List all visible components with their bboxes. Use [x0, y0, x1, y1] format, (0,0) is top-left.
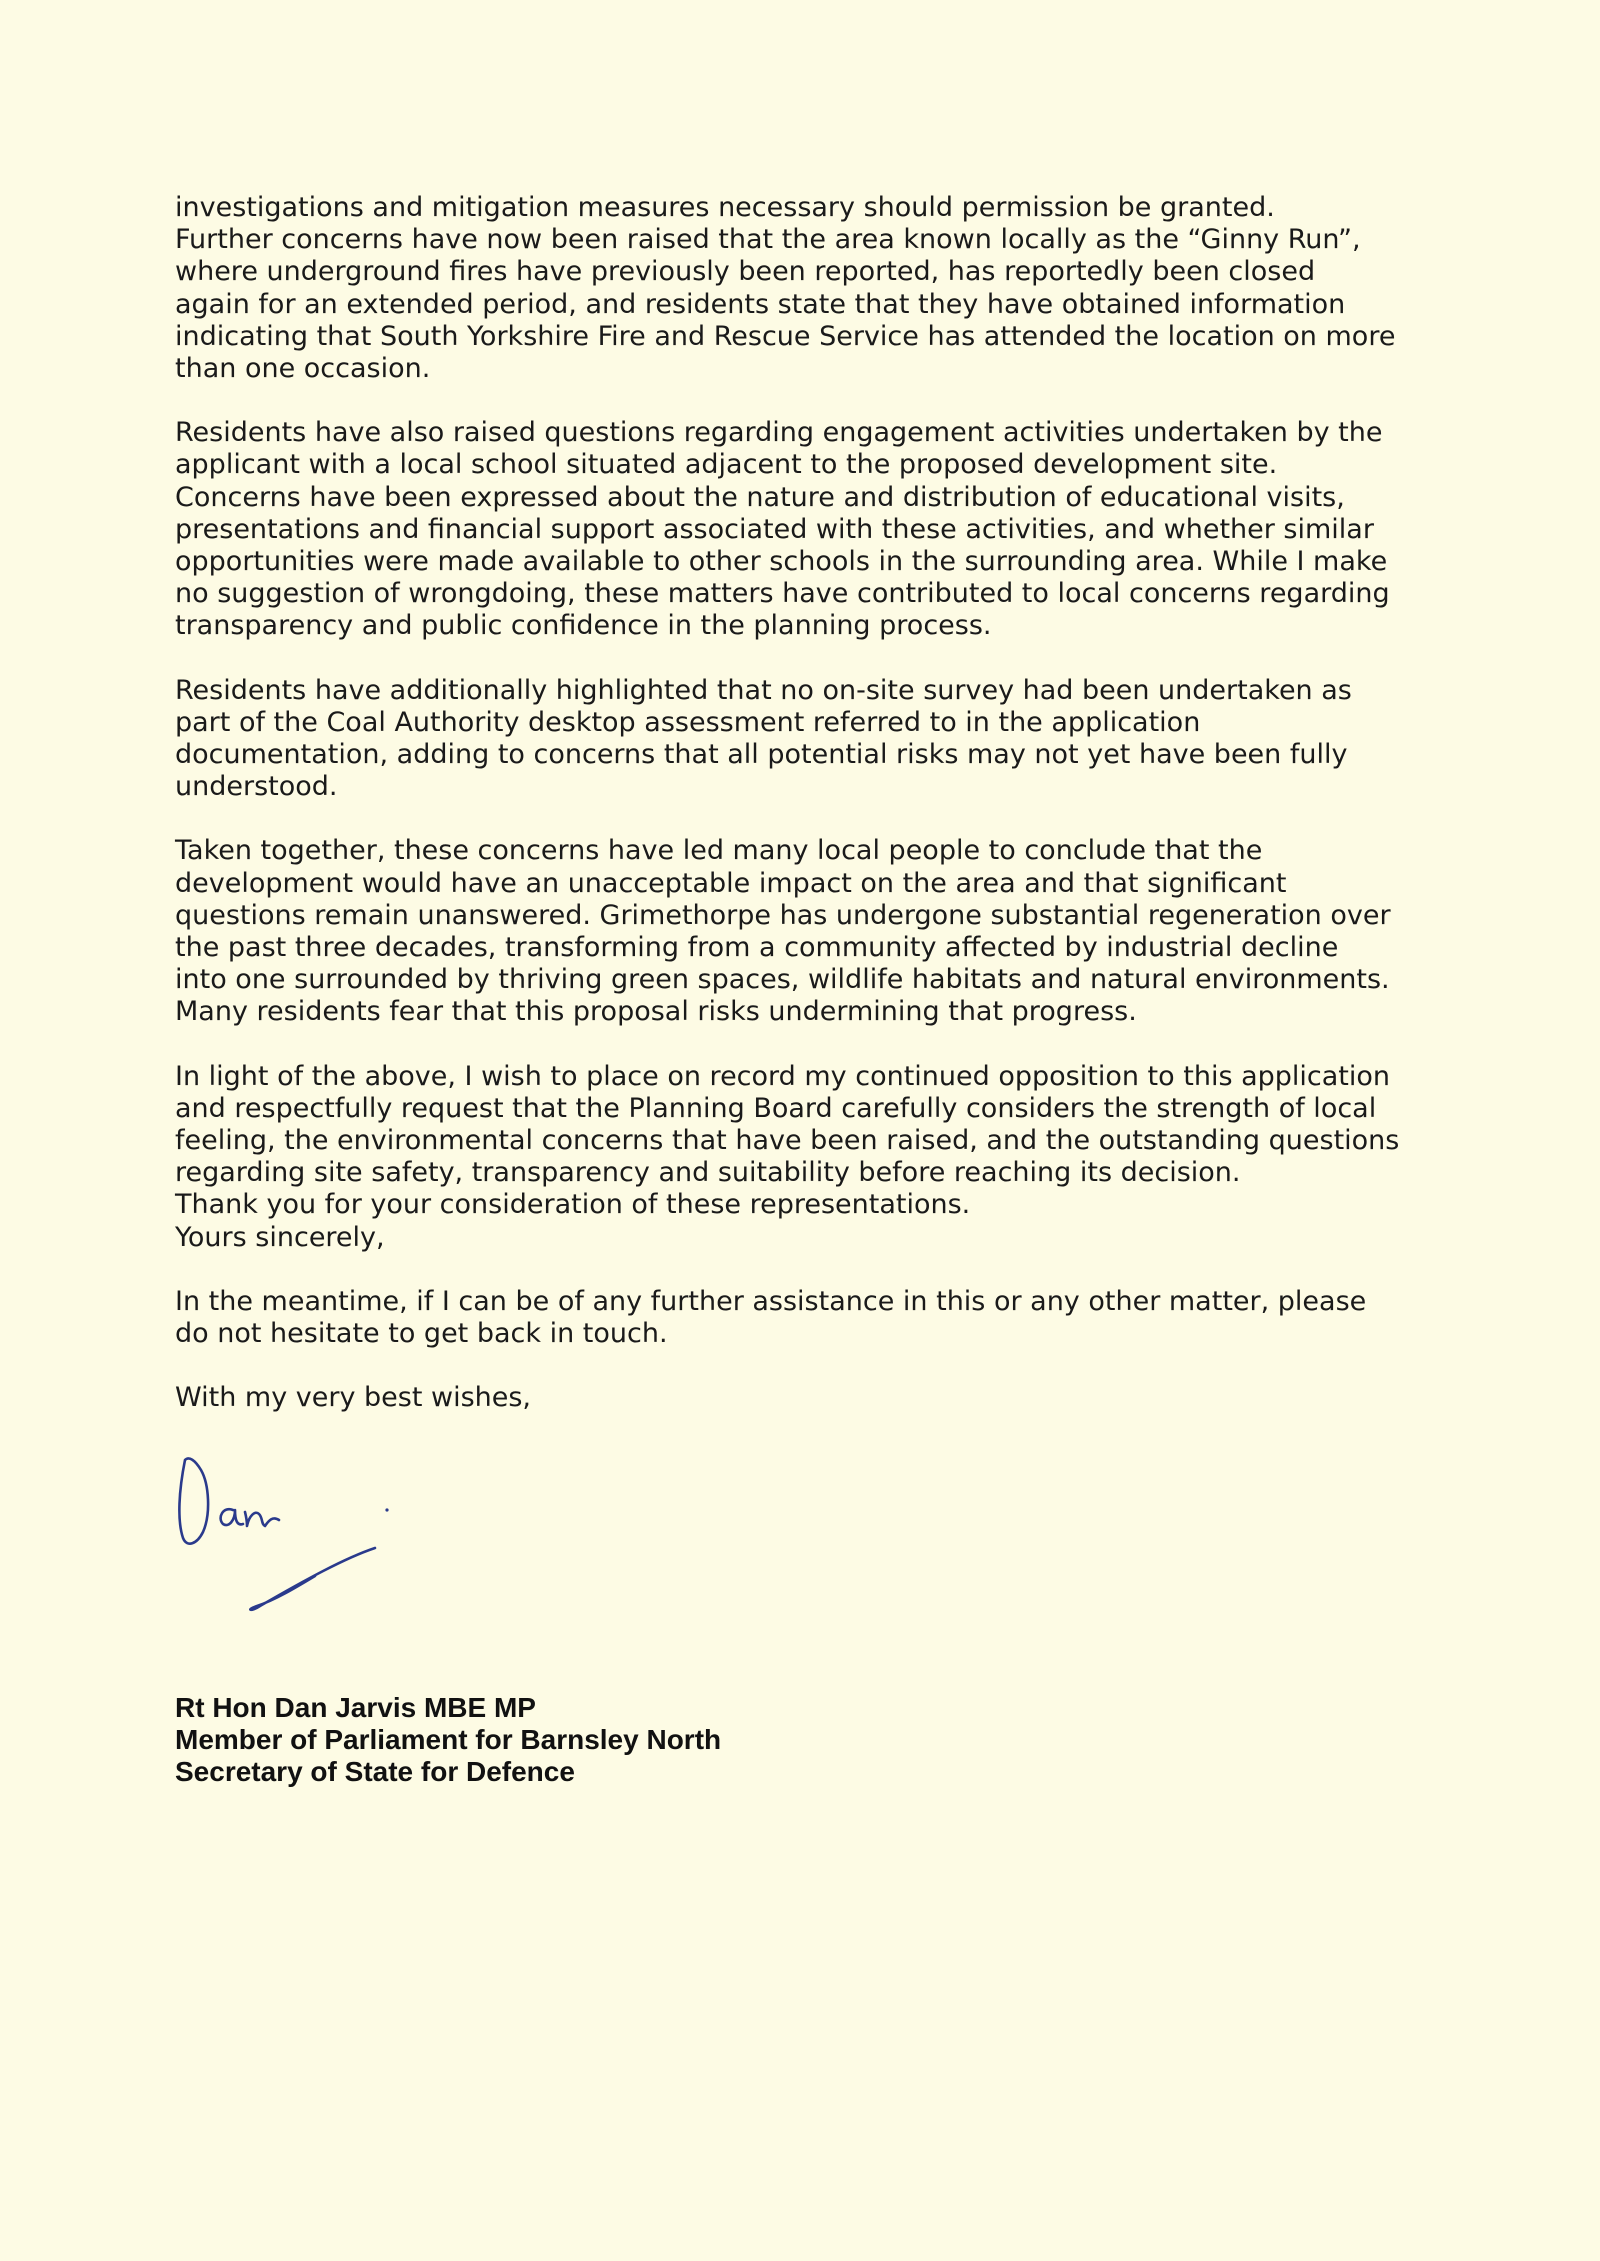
signature-letter-a [221, 1509, 243, 1525]
paragraph-gap [175, 385, 1455, 417]
paragraph-further-assistance: In the meantime, if I can be of any further assistance in this or any other matter, please do not hesitate to get back in touch. [175, 1285, 1367, 1350]
signature-letter-d [179, 1458, 208, 1543]
signatory-role: Member of Parliament for Barnsley North [175, 1724, 722, 1755]
paragraph-conclusion: Taken together, these concerns have led many local people to conclude that the development would have an unacceptable impact on the area and that significant questions remain unanswered. Grimethorpe has undergone substantial regeneration over the past three decades, transforming from a community affected by industrial decline into one surrounded by thriving green spaces, wildlife habitats and natural environments. Many residents fear that this proposal risks undermining that progress. [175, 835, 1391, 1028]
signature-letter-n [245, 1512, 279, 1526]
signatory-name: Rt Hon Dan Jarvis MBE MP [175, 1692, 536, 1723]
handwritten-signature [165, 1440, 405, 1640]
signature-flourish [250, 1548, 375, 1610]
closing-line: With my very best wishes, [175, 1382, 532, 1414]
paragraph-coal-authority: Residents have additionally highlighted that no on-site survey had been undertaken as part of the Coal Authority desktop assessment referred to in the application documentation, adding to concerns that all potential risks may not yet have been fully understood. [175, 674, 1352, 803]
signature-dot [385, 1508, 388, 1511]
paragraph-ginny-run: investigations and mitigation measures necessary should permission be granted. Further concerns have now been raised that the area known locally as the “Ginny Run”, where underground fires have previously been reported, has reportedly been closed again for an extended period, and residents state that they have obtained information indicating that South Yorkshire Fire and Rescue Service has attended the location on more than one occasion. [175, 192, 1396, 385]
signatory-block [175, 1692, 721, 1788]
paragraph-gap [175, 1254, 1455, 1286]
paragraph-gap [175, 643, 1455, 675]
letter-body [175, 192, 1455, 1415]
signatory-office: Secretary of State for Defence [175, 1756, 575, 1787]
paragraph-gap [175, 1350, 1455, 1382]
paragraph-gap [175, 803, 1455, 835]
paragraph-opposition: In light of the above, I wish to place on record my continued opposition to this application and respectfully request that the Planning Board carefully considers the strength of local feeling, the environmental concerns that have been raised, and the outstanding questions regarding site safety, transparency and suitability before reaching its decision. Thank you for your consideration of these representations. Yours sincerely, [175, 1060, 1400, 1253]
paragraph-gap [175, 1029, 1455, 1061]
paragraph-school-engagement: Residents have also raised questions regarding engagement activities undertaken by the applicant with a local school situated adjacent to the proposed development site. Concerns have been expressed about the nature and distribution of educational visits, presentations and financial support associated with these activities, and whether similar opportunities were made available to other schools in the surrounding area. While I make no suggestion of wrongdoing, these matters have contributed to local concerns regarding transparency and public confidence in the planning process. [175, 417, 1390, 642]
